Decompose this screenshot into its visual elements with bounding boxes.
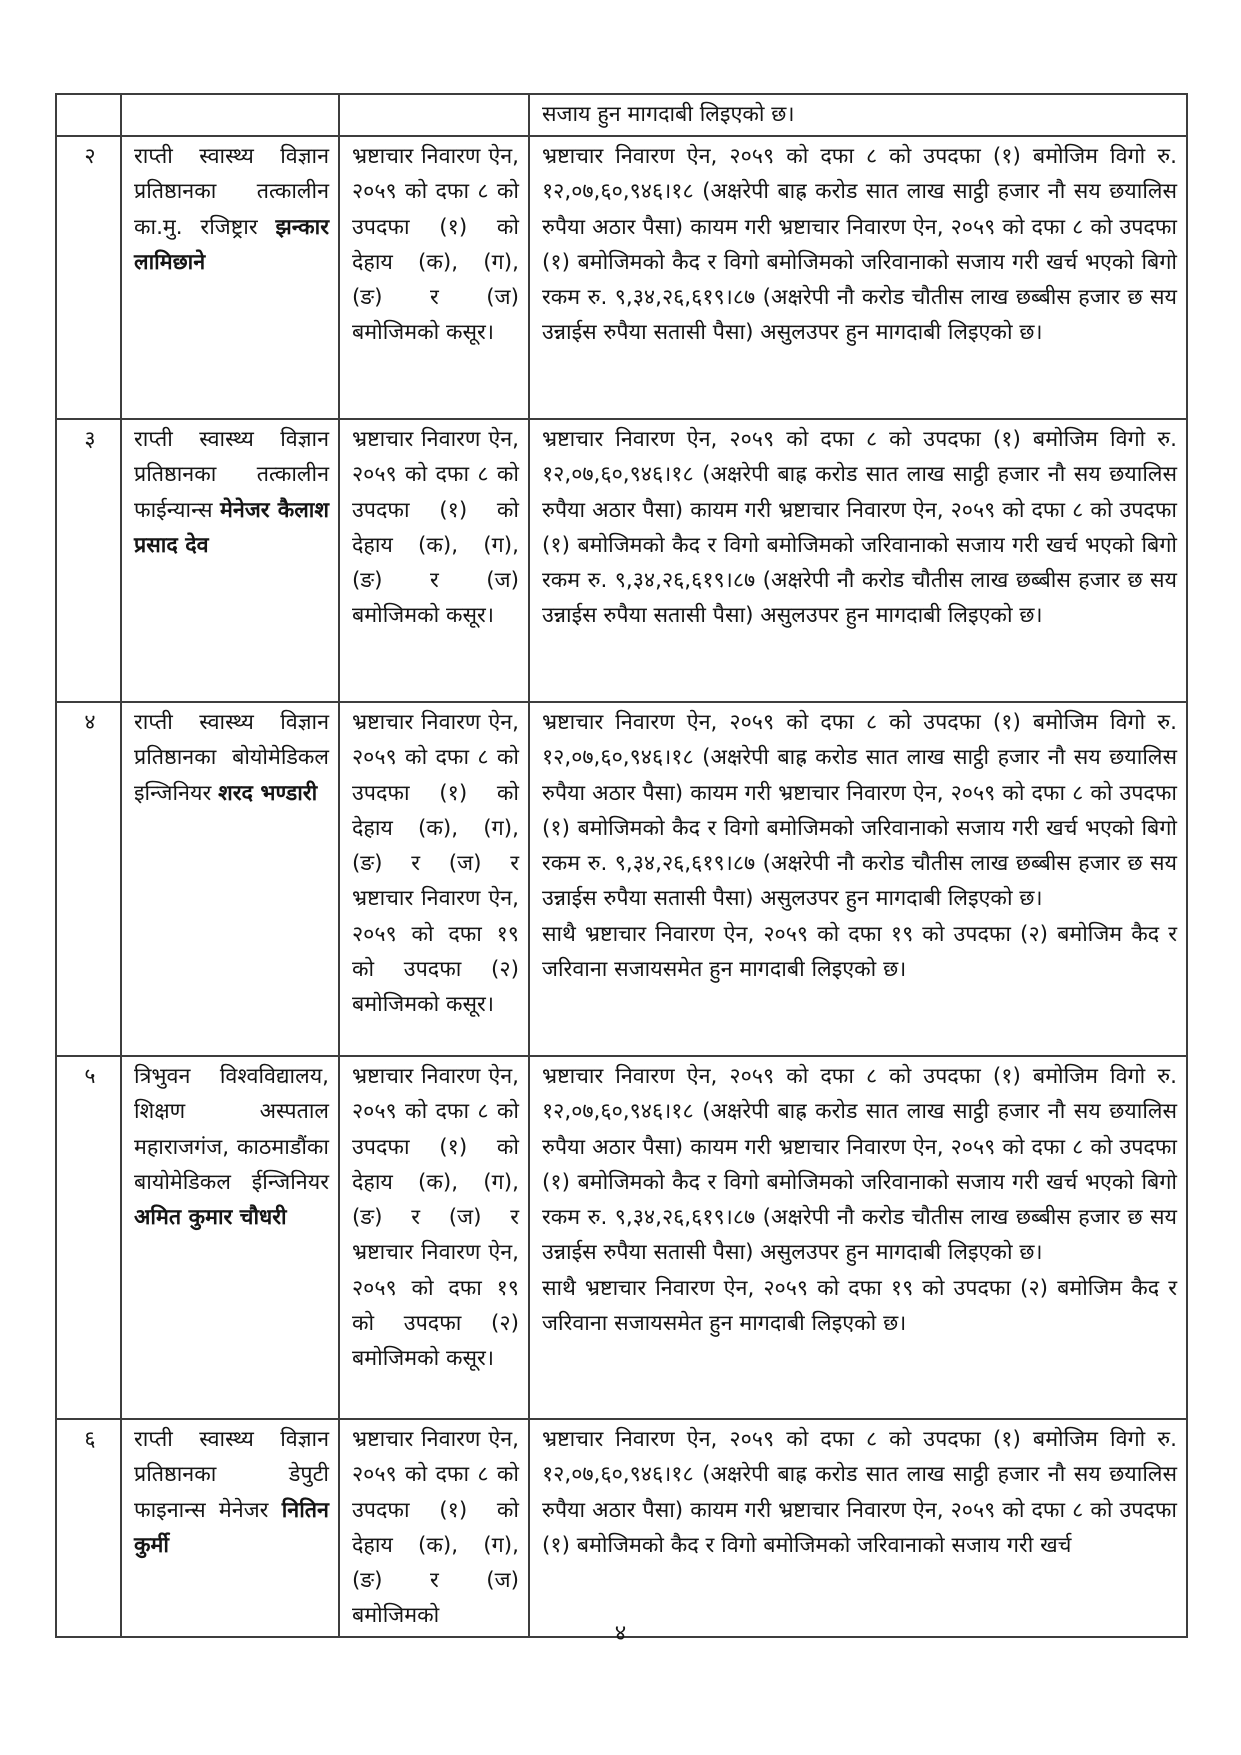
charge-section-cell [339,1419,529,1637]
page-number: ४ [614,1621,627,1646]
charge-section: भ्रष्टाचार निवारण ऐन, २०५९ को दफा ८ को उपदफा (१) को देहाय (क), (ग), (ङ) र (ज) र भ्रष्टाचार निवारण ऐन, २०५९ को दफा १९ को उपदफा (२) बमोजिमको कसूर। [352,710,519,1018]
claim-paragraph: साथै भ्रष्टाचार निवारण ऐन, २०५९ को दफा १९ को उपदफा (२) बमोजिम कैद र जरिवाना सजायसमेत हुन मागदाबी लिइएको छ। [542,921,1177,983]
charge-section-cell [339,1056,529,1419]
accused-name: शरद भण्डारी [218,780,318,806]
claim-detail-cell [529,1419,1187,1637]
serial-number: ६ [84,1427,96,1452]
accused-designation: राप्ती स्वास्थ्य विज्ञान प्रतिष्ठानका डेपुटी फाइनान्स मेनेजर [134,1427,329,1523]
claim-paragraph: साथै भ्रष्टाचार निवारण ऐन, २०५९ को दफा १९ को उपदफा (२) बमोजिम कैद र जरिवाना सजायसमेत हुन मागदाबी लिइएको छ। [542,1275,1177,1337]
accused-designation: राप्ती स्वास्थ्य विज्ञान प्रतिष्ठानका तत्कालीन का.मु. रजिष्ट्रार [134,144,329,240]
charge-section-cell [339,94,529,136]
accused-name: मेनेजर कैलाश प्रसाद देव [134,497,329,558]
table-row [56,702,1187,1056]
claim-detail-cell [529,94,1187,136]
claim-paragraph: भ्रष्टाचार निवारण ऐन, २०५९ को दफा ८ को उपदफा (१) बमोजिम विगो रु. १२,०७,६०,९४६।१८ (अक्षरेपी बाह्र करोड सात लाख साट्ठी हजार नौ सय छयालिस रुपैया अठार पैसा) कायम गरी भ्रष्टाचार निवारण ऐन, २०५९ को दफा ८ को उपदफा (१) बमोजिमको कैद र विगो बमोजिमको जरिवानाको सजाय गरी खर्च भएको बिगो रकम रु. ९,३४,२६,६१९।८७ (अक्षरेपी नौ करोड चौतीस लाख छब्बीस हजार छ सय उन्नाईस रुपैया सतासी पैसा) असुलउपर हुन मागदाबी लिइएको छ। [542,144,1177,346]
table-row [56,94,1187,136]
serial-number: ४ [84,710,96,735]
accused-name: झन्कार लामिछाने [134,214,329,275]
accused-name-cell [121,1419,339,1637]
accused-name: नितिन कुर्मी [134,1497,329,1558]
claim-detail-cell [529,419,1187,702]
accused-name-cell [121,136,339,419]
charge-section: भ्रष्टाचार निवारण ऐन, २०५९ को दफा ८ को उपदफा (१) को देहाय (क), (ग), (ङ) र (ज) बमोजिमको कसूर। [352,144,519,346]
serial-number: ५ [84,1064,96,1089]
accused-name-cell [121,94,339,136]
accused-name-cell [121,419,339,702]
charge-section: भ्रष्टाचार निवारण ऐन, २०५९ को दफा ८ को उपदफा (१) को देहाय (क), (ग), (ङ) र (ज) बमोजिमको कसूर। [352,427,519,629]
claim-detail-cell [529,702,1187,1056]
serial-number-cell [56,1419,121,1637]
table-row [56,136,1187,419]
claim-paragraph: भ्रष्टाचार निवारण ऐन, २०५९ को दफा ८ को उपदफा (१) बमोजिम विगो रु. १२,०७,६०,९४६।१८ (अक्षरेपी बाह्र करोड सात लाख साट्ठी हजार नौ सय छयालिस रुपैया अठार पैसा) कायम गरी भ्रष्टाचार निवारण ऐन, २०५९ को दफा ८ को उपदफा (१) बमोजिमको कैद र विगो बमोजिमको जरिवानाको सजाय गरी खर्च भएको बिगो रकम रु. ९,३४,२६,६१९।८७ (अक्षरेपी नौ करोड चौतीस लाख छब्बीस हजार छ सय उन्नाईस रुपैया सतासी पैसा) असुलउपर हुन मागदाबी लिइएको छ। [542,710,1177,912]
charge-section-cell [339,136,529,419]
claim-detail-cell [529,1056,1187,1419]
accused-name-cell [121,702,339,1056]
charge-section-cell [339,702,529,1056]
claim-paragraph: सजाय हुन मागदाबी लिइएको छ। [542,102,795,127]
serial-number-cell [56,136,121,419]
claim-detail-cell [529,136,1187,419]
accused-designation: राप्ती स्वास्थ्य विज्ञान प्रतिष्ठानका तत्कालीन फाईन्यान्स [134,427,329,523]
table-row [56,1056,1187,1419]
serial-number-cell [56,419,121,702]
claim-paragraph: भ्रष्टाचार निवारण ऐन, २०५९ को दफा ८ को उपदफा (१) बमोजिम विगो रु. १२,०७,६०,९४६।१८ (अक्षरेपी बाह्र करोड सात लाख साट्ठी हजार नौ सय छयालिस रुपैया अठार पैसा) कायम गरी भ्रष्टाचार निवारण ऐन, २०५९ को दफा ८ को उपदफा (१) बमोजिमको कैद र विगो बमोजिमको जरिवानाको सजाय गरी खर्च [542,1427,1177,1558]
serial-number-cell [56,1056,121,1419]
table-row [56,419,1187,702]
serial-number-cell [56,94,121,136]
claim-paragraph: भ्रष्टाचार निवारण ऐन, २०५९ को दफा ८ को उपदफा (१) बमोजिम विगो रु. १२,०७,६०,९४६।१८ (अक्षरेपी बाह्र करोड सात लाख साट्ठी हजार नौ सय छयालिस रुपैया अठार पैसा) कायम गरी भ्रष्टाचार निवारण ऐन, २०५९ को दफा ८ को उपदफा (१) बमोजिमको कैद र विगो बमोजिमको जरिवानाको सजाय गरी खर्च भएको बिगो रकम रु. ९,३४,२६,६१९।८७ (अक्षरेपी नौ करोड चौतीस लाख छब्बीस हजार छ सय उन्नाईस रुपैया सतासी पैसा) असुलउपर हुन मागदाबी लिइएको छ। [542,1064,1177,1266]
serial-number: २ [84,144,96,169]
serial-number: ३ [84,427,96,452]
charge-section-cell [339,419,529,702]
accused-name-cell [121,1056,339,1419]
charge-section: भ्रष्टाचार निवारण ऐन, २०५९ को दफा ८ को उपदफा (१) को देहाय (क), (ग), (ङ) र (ज) बमोजिमको [352,1427,519,1629]
accused-name: अमित कुमार चौधरी [134,1205,287,1231]
table-row [56,1419,1187,1637]
accused-designation: त्रिभुवन विश्वविद्यालय, शिक्षण अस्पताल महाराजगंज, काठमाडौंका बायोमेडिकल ईन्जिनियर [134,1064,329,1195]
charge-section: भ्रष्टाचार निवारण ऐन, २०५९ को दफा ८ को उपदफा (१) को देहाय (क), (ग), (ङ) र (ज) र भ्रष्टाचार निवारण ऐन, २०५९ को दफा १९ को उपदफा (२) बमोजिमको कसूर। [352,1064,519,1372]
accused-designation: राप्ती स्वास्थ्य विज्ञान प्रतिष्ठानका बोयोमेडिकल इन्जिनियर [134,710,329,806]
charge-sheet-table [55,93,1188,1638]
claim-paragraph: भ्रष्टाचार निवारण ऐन, २०५९ को दफा ८ को उपदफा (१) बमोजिम विगो रु. १२,०७,६०,९४६।१८ (अक्षरेपी बाह्र करोड सात लाख साट्ठी हजार नौ सय छयालिस रुपैया अठार पैसा) कायम गरी भ्रष्टाचार निवारण ऐन, २०५९ को दफा ८ को उपदफा (१) बमोजिमको कैद र विगो बमोजिमको जरिवानाको सजाय गरी खर्च भएको बिगो रकम रु. ९,३४,२६,६१९।८७ (अक्षरेपी नौ करोड चौतीस लाख छब्बीस हजार छ सय उन्नाईस रुपैया सतासी पैसा) असुलउपर हुन मागदाबी लिइएको छ। [542,427,1177,629]
serial-number-cell [56,702,121,1056]
